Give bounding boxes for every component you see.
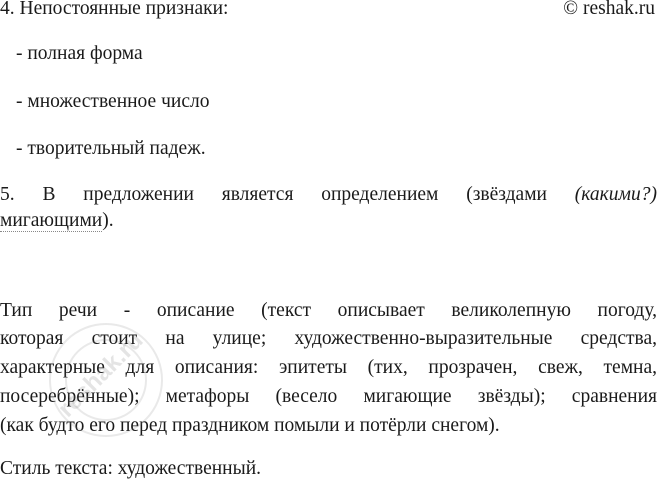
section-4-heading: 4. Непостоянные признаки: [0,0,229,19]
feature-full-form: - полная форма [16,43,143,64]
analysis-line-5: (как будто его перед праздником помыли и потёрли снегом). [0,415,500,436]
feature-instrumental-case: - творительный падеж. [16,138,206,159]
analysis-line-4: посеребрённые); метафоры (весело мигающие звёзды); сравнения [0,386,657,407]
copyright-label: © reshak.ru [563,0,655,19]
point-5-line-1 [0,183,657,207]
text-style-line: Стиль текста: художественный. [0,458,262,479]
point-5-text: 5. В предложении является определением (звёздами [0,184,547,205]
point-5-suffix: ). [102,210,114,231]
point-5-word: мигающими [0,210,103,231]
analysis-line-2: которая стоит на улице; художественно-выразительные средства, [0,328,657,349]
point-5-line-2 [0,209,114,233]
watermark-text: reshak.ru [52,326,149,423]
analysis-line-3: характерные для описания: эпитеты (тих, прозрачен, свеж, темна, [0,357,657,378]
point-5-question: (какими?) [574,184,657,205]
feature-plural: - множественное число [16,91,210,112]
analysis-line-1: Тип речи - описание (текст описывает великолепную погоду, [0,300,657,321]
